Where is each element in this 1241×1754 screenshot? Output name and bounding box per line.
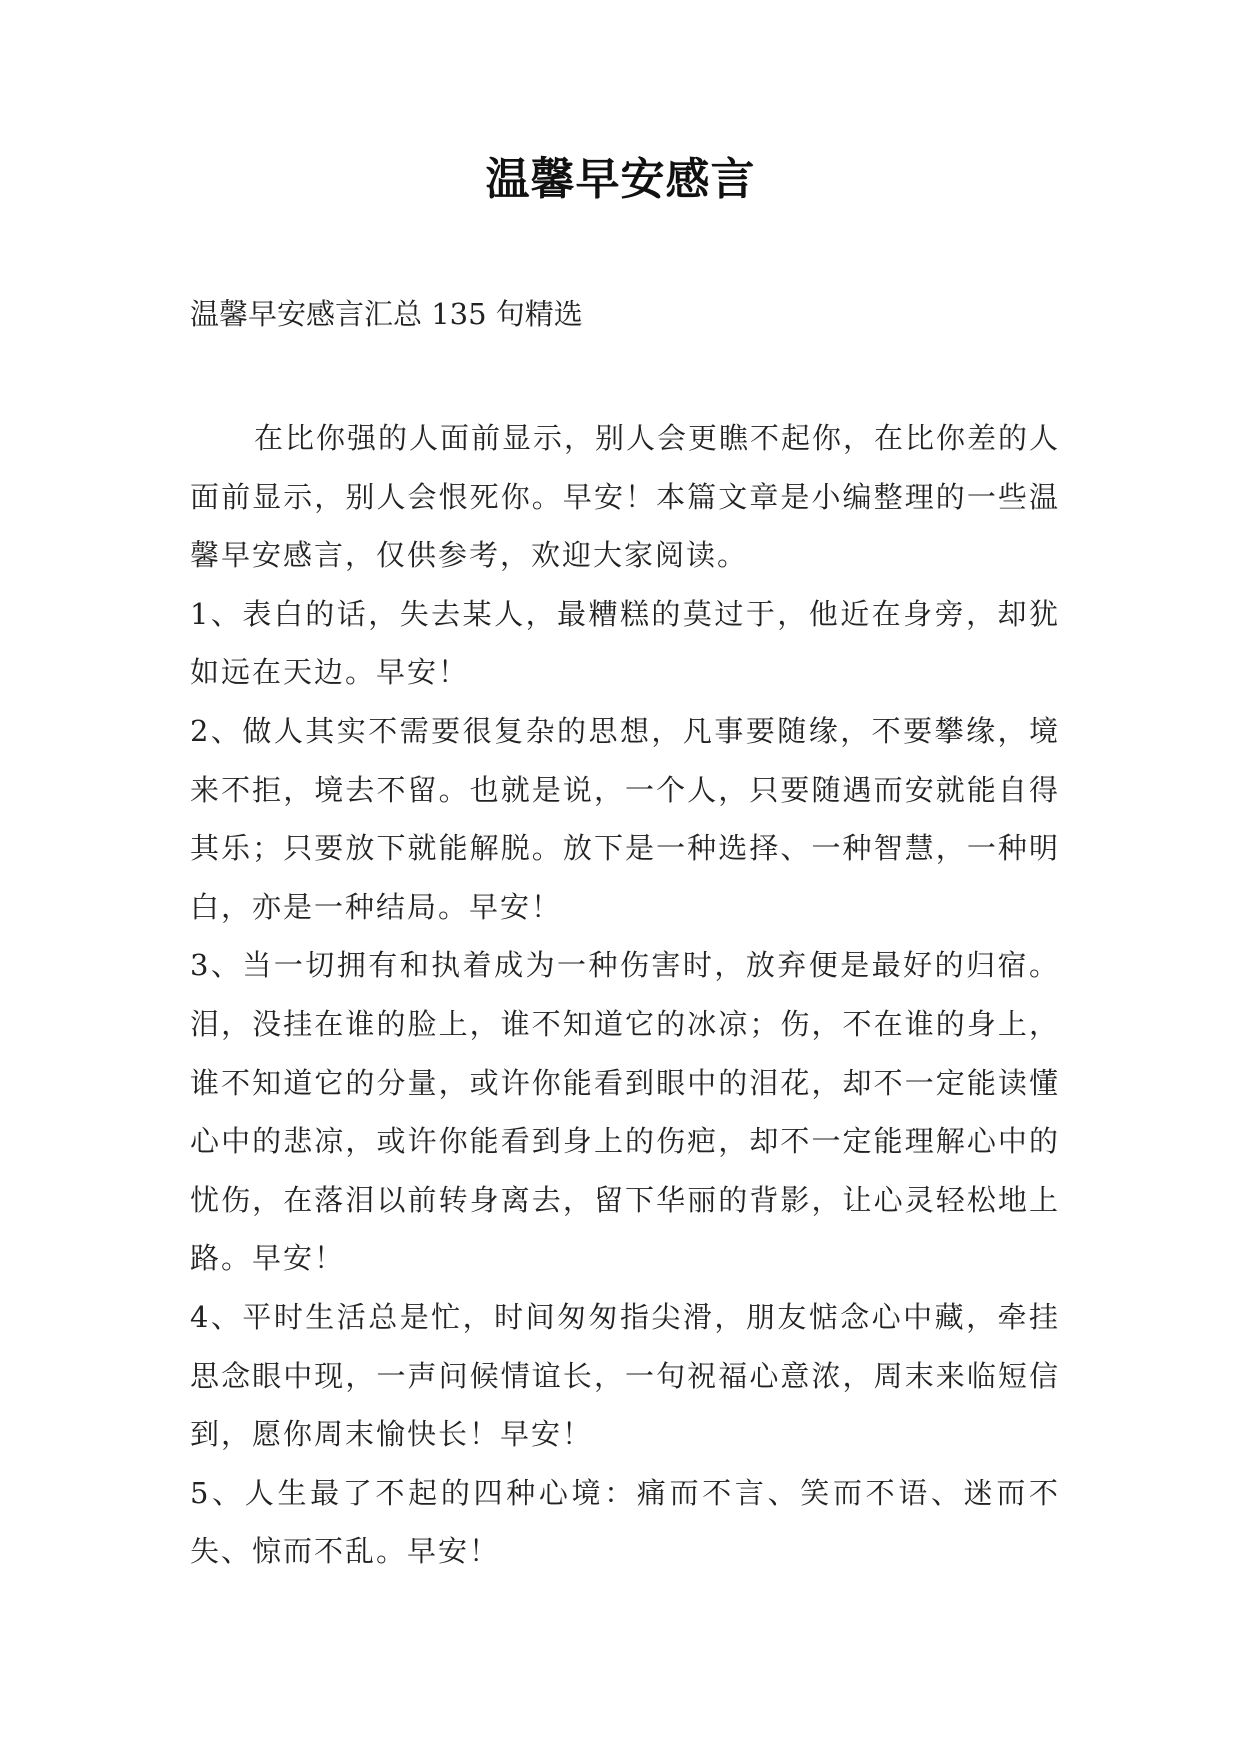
document-body bbox=[190, 409, 1060, 1581]
quote-item-5: 5、人生最了不起的四种心境：痛而不言、笑而不语、迷而不失、惊而不乱。早安！ bbox=[190, 1475, 1060, 1569]
quote-item-2: 2、做人其实不需要很复杂的思想，凡事要随缘，不要攀缘，境来不拒，境去不留。也就是说，一个人，只要随遇而安就能自得其乐；只要放下就能解脱。放下是一种选择、一种智慧，一种明白，亦是一种结局。早安！ bbox=[190, 713, 1060, 924]
quote-item-1: 1、表白的话，失去某人，最糟糕的莫过于，他近在身旁，却犹如远在天边。早安！ bbox=[190, 596, 1060, 690]
quote-item-3: 3、当一切拥有和执着成为一种伤害时，放弃便是最好的归宿。泪，没挂在谁的脸上，谁不知道它的冰凉；伤，不在谁的身上，谁不知道它的分量，或许你能看到眼中的泪花，却不一定能读懂心中的悲凉，或许你能看到身上的伤疤，却不一定能理解心中的忧伤，在落泪以前转身离去，留下华丽的背影，让心灵轻松地上路。早安！ bbox=[190, 948, 1060, 1276]
intro-paragraph: 在比你强的人面前显示，别人会更瞧不起你，在比你差的人面前显示，别人会恨死你。早安！本篇文章是小编整理的一些温馨早安感言，仅供参考，欢迎大家阅读。 bbox=[190, 421, 1061, 573]
document-subtitle: 温馨早安感言汇总 135 句精选 bbox=[190, 297, 583, 331]
quote-item-4: 4、平时生活总是忙，时间匆匆指尖滑，朋友惦念心中藏，牵挂思念眼中现，一声问候情谊长，一句祝福心意浓，周末来临短信到，愿你周末愉快长！早安！ bbox=[190, 1299, 1060, 1452]
document-title: 温馨早安感言 bbox=[485, 154, 756, 205]
